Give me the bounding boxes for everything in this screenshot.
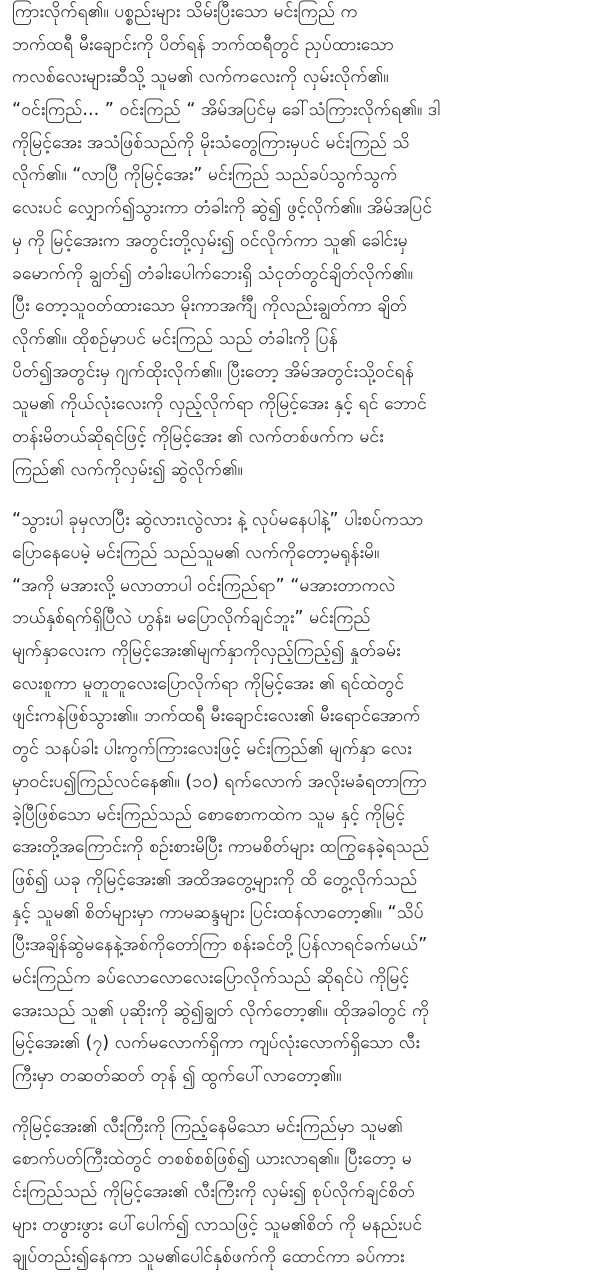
text-line: မှာဝင်းပ၍ကြည်လင်နေ၏။ (၁၀) ရက်လောက် အလိုးမခံရတာကြာ (12, 771, 427, 792)
text-line: “သွားပါ ခုမှလာပြီး ဆွဲလားၤလွဲလား နဲ့ လုပ်မနေပါနဲ့” ပါးစပ်ကသာ (12, 510, 424, 531)
text-line: သူမ၏ ကိုယ်လုံးလေးကို လှည့်လိုက်ရာ ကိုမြင့်အေး နှင့် ရင် ဘောင် (12, 394, 427, 415)
text-line: လိုက်၏။ ထိုစဉ်မှာပင် မင်းကြည် သည် တံခါးကို ပြန် (12, 328, 338, 349)
text-line: တန်းမိတယ်ဆိုရင်ဖြင့် ကိုမြင့်အေး ၏ လက်တစ်ဖက်က မင်း (12, 426, 384, 447)
text-line: ခဲ့ပြီဖြစ်သော မင်းကြည်သည် စောစောကထဲက သူမ နှင့် ကိုမြင့် (12, 804, 406, 825)
text-line: စောက်ပတ်ကြီးထဲတွင် တစစ်စစ်ဖြစ်၍ ယားလာရ၏။ ပြီးတော့ မ (12, 1149, 412, 1170)
article-paragraph (12, 1111, 600, 1274)
text-line: ပြီးအချိန်ဆွဲမနေနဲ့အစ်ကိုတော်ကြာ စန်းခင်တို့ ပြန်လာရင်ခက်မယ်” (12, 935, 428, 956)
text-line: အေးသည် သူ၏ ပုဆိုးကို ဆွဲ၍ချွတ် လိုက်တော့၏။ ထိုအခါတွင် ကို (12, 1000, 430, 1021)
text-line: နှင့် သူမ၏ စိတ်များမှာ ကာမဆန္ဒများ ပြင်းထန်လာတော့၏။ “သိပ် (12, 902, 424, 923)
text-line: ကြီးမှာ တဆတ်ဆတ် တုန် ၍ ထွက်ပေါ်လာတော့၏။ (12, 1066, 342, 1086)
text-line: တွင် သနပ်ခါး ပါးကွက်ကြားလေးဖြင့် မင်းကြည်၏ မျက်နှာ လေး (12, 739, 412, 760)
text-line: ကိုမြင့်အေး အသံဖြစ်သည်ကို မိုးသံတွေကြားမှပင် မင်းကြည် သိ (12, 132, 410, 153)
text-line: ဘက်ထရီ မီးချောင်းကို ပိတ်ရန် ဘက်ထရီတွင် ညှပ်ထားသော (12, 34, 394, 55)
article-paragraph (12, 504, 600, 1092)
text-line: များ တဖွားဖွား ပေါ်ပေါက်၍ လာသဖြင့် သူမ၏စိတ် ကို မနည်းပင် (12, 1214, 423, 1235)
text-line: မြင့်အေး၏ (၇) လက်မလောက်ရှိကာ ကျပ်လုံးလောက်ရှိသော လီး (12, 1033, 420, 1054)
article-paragraph (12, 0, 600, 486)
text-line: လေးပင် လျှောက်၍သွားကာ တံခါးကို ဆွဲ၍ ဖွင့်လိုက်၏။ အိမ်အပြင် (12, 198, 433, 219)
text-line: ဖျင်းကနဲဖြစ်သွား၏။ ဘက်ထရီ မီးချောင်းလေး၏ မီးရောင်အောက် (12, 706, 421, 727)
text-line: ဘယ်နှစ်ရက်ရှိပြီလဲ ဟွန်း၊ မပြောလိုက်ချင်ဘူး” မင်းကြည် (12, 608, 371, 629)
text-line: ဖြစ်၍ ယခု ကိုမြင့်အေး၏ အထိအတွေ့များကို ထိ တွေ့လိုက်သည် (12, 869, 418, 890)
text-line: ကိုမြင့်အေး၏ လီးကြီးကို ကြည့်နေမိသော မင်းကြည်မှာ သူမ၏ (12, 1116, 403, 1137)
text-line: မင်းကြည်က ခပ်လောလောလေးပြောလိုက်သည် ဆိုရင်ပဲ ကိုမြင့် (12, 967, 410, 988)
text-line: အေးတို့အကြောင်းကို စဉ်းစားမိပြီး ကာမစိတ်များ ထကြွနေခဲ့ရသည် (12, 837, 430, 858)
text-line: ခမောက်ကို ချွတ်၍ တံခါးပေါက်ဘေးရှိ သံငုတ်တွင်ချိတ်လိုက်၏။ (12, 263, 413, 284)
text-line: ကြားလိုက်ရ၏။ ပစ္စည်းများ သိမ်းပြီးသော မင်းကြည် က (12, 2, 358, 22)
text-line: င်းကြည်သည် ကိုမြင့်အေး၏ လီးကြီးကို လှမ်း၍ စုပ်လိုက်ချင်စိတ် (12, 1182, 416, 1203)
text-line: ပြီး တော့သူဝတ်ထားသော မိုးကာအင်္ကျီ ကိုလည်းချွတ်ကာ ချိတ် (12, 296, 408, 317)
text-line: လေးစူကာ မူတူတူလေးပြောလိုက်ရာ ကိုမြင့်အေး ၏ ရင်ထဲတွင် (12, 673, 405, 694)
article-body (12, 0, 600, 1274)
text-line: ကြည်၏ လက်ကိုလှမ်း၍ ဆွဲလိုက်၏။ (12, 459, 243, 480)
text-line: ပြောနေပေမဲ့ မင်းကြည် သည်သူမ၏ လက်ကိုတော့မရုန်းမိ။ (12, 543, 380, 563)
text-line: “အကို မအားလို့ မလာတာပါ ဝင်းကြည်ရာ” “မအားတာကလဲ (12, 575, 396, 596)
text-line: “ဝင်းကြည်... ” ဝင်းကြည် “ အိမ်အပြင်မှ ခေါ်သံကြားလိုက်ရ၏။ ဒါ (12, 100, 441, 121)
text-line: ချုပ်တည်း၍နေကာ သူမ၏ပေါင်နှစ်ဖက်ကို ထောင်ကာ ခပ်ကား (12, 1247, 405, 1268)
text-line: မျက်နှာလေးက ကိုမြင့်အေး၏မျက်နှာကိုလှည့်ကြည့်၍ နှုတ်ခမ်း (12, 641, 401, 662)
text-line: မှ ကို မြင့်အေးက အတွင်းတို့လှမ်း၍ ဝင်လိုက်ကာ သူ၏ ခေါင်းမှ (12, 230, 408, 251)
text-line: ကလစ်လေးများဆီသို့ သူမ၏ လက်ကလေးကို လှမ်းလိုက်၏။ (12, 67, 389, 88)
text-line: ပိတ်၍အတွင်းမှ ဂျက်ထိုးလိုက်၏။ ပြီးတော့ အိမ်အတွင်းသို့ဝင်ရန် (12, 361, 414, 382)
text-line: လိုက်၏။ “လာပြီ ကိုမြင့်အေး” မင်းကြည် သည်ခပ်သွက်သွက် (12, 165, 398, 186)
